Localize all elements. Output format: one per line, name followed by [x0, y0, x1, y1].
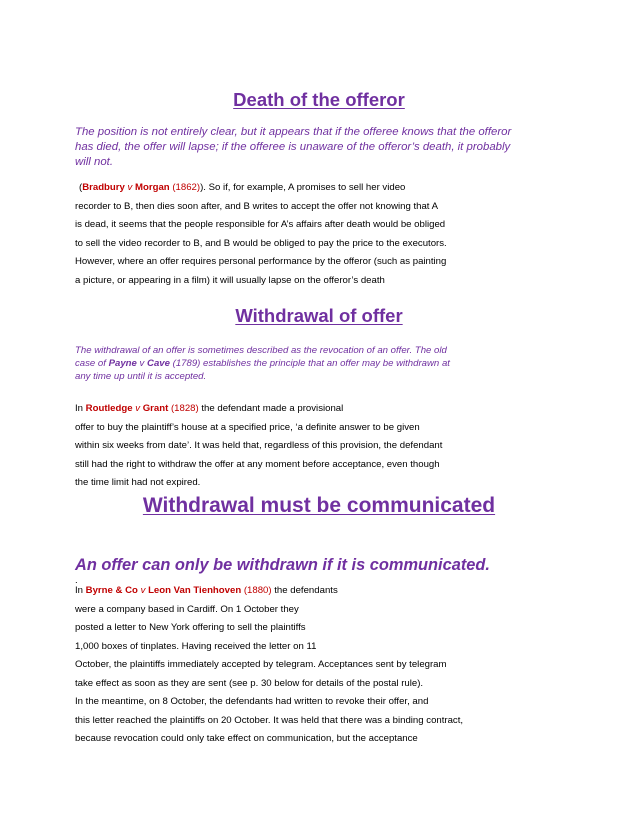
- case-versus: v: [136, 358, 148, 369]
- case-party-routledge: Routledge: [85, 403, 133, 414]
- case-party-morgan: Morgan: [135, 182, 170, 193]
- withdrawal-intro-line: any time up until it is accepted.: [75, 371, 207, 382]
- case-year: (1862): [169, 182, 201, 193]
- withdrawal-intro-paragraph: [75, 344, 450, 383]
- byrne-body-paragraph: [75, 582, 463, 749]
- byrne-body-line: [75, 582, 463, 601]
- case-party-cave: Cave: [147, 358, 170, 369]
- case-versus: v: [132, 403, 143, 414]
- case-party-van-tienhoven: Leon Van Tienhoven: [148, 585, 242, 596]
- byrne-body-line: because revocation could only take effect on communication, but the acceptance: [75, 733, 418, 744]
- byrne-body-line: October, the plaintiffs immediately accepted by telegram. Acceptances sent by telegram: [75, 659, 447, 670]
- byrne-body-text: the defendants: [271, 585, 338, 596]
- death-intro-paragraph: [75, 125, 511, 170]
- death-intro-line: has died, the offer will lapse; if the offeree is unaware of the offeror’s death, it probably: [75, 141, 511, 153]
- death-intro-line: will not.: [75, 156, 113, 168]
- death-body-line: a picture, or appearing in a film) it will usually lapse on the offeror’s death: [75, 274, 385, 286]
- case-party-byrne: Byrne & Co: [85, 585, 138, 596]
- withdrawal-intro-line: The withdrawal of an offer is sometimes described as the revocation of an offer. The old: [75, 345, 447, 356]
- byrne-body-line: this letter reached the plaintiffs on 20 October. It was held that there was a binding contract,: [75, 714, 464, 726]
- withdrawal-intro-text: (1789) establishes the principle that an offer may be withdrawn at: [169, 358, 450, 369]
- case-party-bradbury: Bradbury: [82, 182, 125, 193]
- heading-withdrawal-communicated: Withdrawal must be communicated: [142, 494, 496, 517]
- byrne-body-line: were a company based in Cardiff. On 1 October they: [75, 603, 299, 615]
- byrne-body-line: 1,000 boxes of tinplates. Having received the letter on 11: [75, 640, 317, 652]
- heading-death-of-offeror: Death of the offeror: [233, 89, 405, 110]
- case-versus: v: [124, 182, 135, 193]
- withdrawal-body-line: offer to buy the plaintiff’s house at a specified price, ‘a definite answer to be given: [75, 421, 420, 433]
- case-party-payne: Payne: [108, 358, 137, 369]
- death-intro-line: The position is not entirely clear, but it appears that if the offeree knows that the offeror: [75, 126, 512, 138]
- withdrawal-body-line: still had the right to withdraw the offer at any moment before acceptance, even though: [75, 458, 440, 470]
- withdrawal-body-line: within six weeks from date’. It was held that, regardless of this provision, the defendant: [75, 440, 443, 451]
- case-paren-close: ).: [200, 182, 206, 193]
- death-body-line: is dead, it seems that the people responsible for A’s affairs after death would be obliged: [75, 219, 446, 230]
- byrne-body-line: posted a letter to New York offering to sell the plaintiffs: [75, 622, 306, 633]
- death-body-text: So if, for example, A promises to sell her video: [205, 182, 406, 193]
- withdrawal-body-line: the time limit had not expired.: [75, 477, 201, 488]
- withdrawal-body-paragraph: [75, 400, 442, 493]
- case-prefix: In: [75, 403, 86, 414]
- case-prefix: In: [75, 585, 86, 596]
- byrne-body-line: take effect as soon as they are sent (see p. 30 below for details of the postal rule).: [75, 677, 424, 689]
- withdrawal-intro-line: [75, 357, 450, 370]
- case-versus: v: [137, 585, 149, 596]
- withdrawal-intro-text: case of: [75, 358, 109, 369]
- communicated-subheading: An offer can only be withdrawn if it is communicated.: [75, 556, 490, 574]
- stray-dot: .: [75, 575, 78, 586]
- death-body-line: [75, 179, 447, 198]
- case-year: (1880): [241, 585, 272, 596]
- heading-withdrawal-of-offer: Withdrawal of offer: [235, 305, 403, 326]
- death-body-line: to sell the video recorder to B, and B would be obliged to pay the price to the executors.: [75, 237, 447, 249]
- death-body-line: recorder to B, then dies soon after, and B writes to accept the offer not knowing that A: [75, 200, 439, 212]
- death-body-paragraph: [75, 179, 447, 290]
- case-party-grant: Grant: [142, 403, 169, 414]
- case-year: (1828): [168, 403, 199, 414]
- withdrawal-body-line: [75, 400, 442, 419]
- death-body-line: However, where an offer requires personal performance by the offeror (such as painting: [75, 256, 447, 267]
- byrne-body-line: In the meantime, on 8 October, the defendants had written to revoke their offer, and: [75, 696, 429, 707]
- withdrawal-body-text: the defendant made a provisional: [198, 403, 344, 414]
- case-paren-open: (: [79, 182, 83, 193]
